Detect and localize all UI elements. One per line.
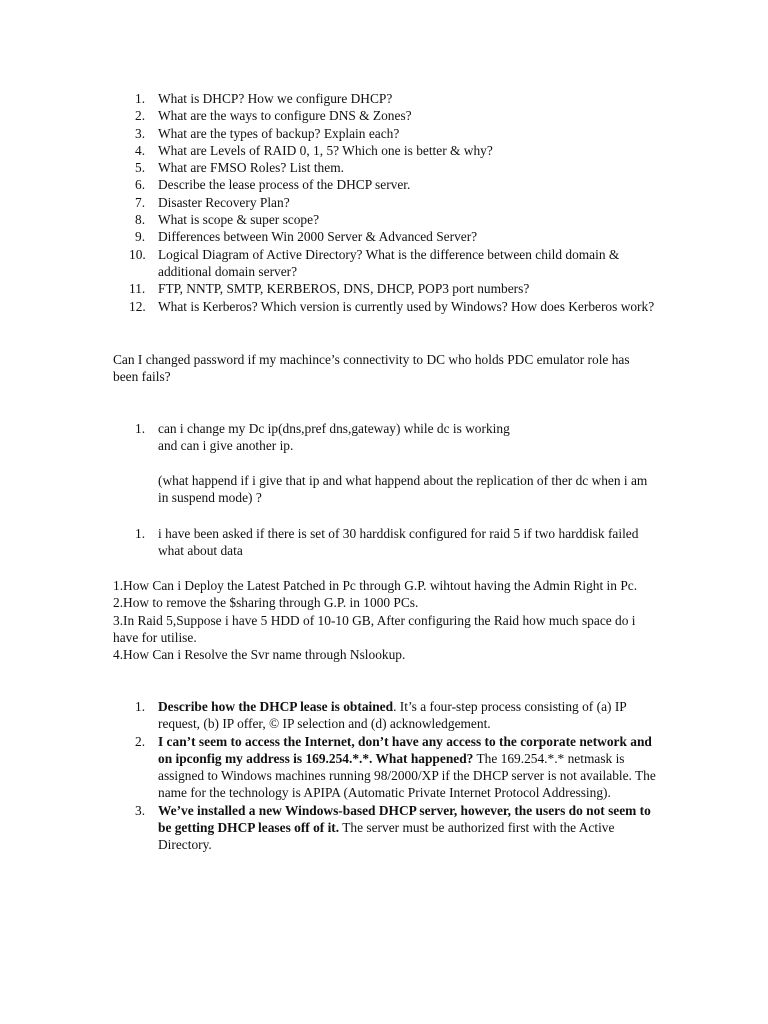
question-line: can i change my Dc ip(dns,pref dns,gateway) while dc is working	[158, 421, 510, 436]
list-item	[113, 280, 658, 297]
list-number: 5.	[135, 160, 146, 176]
question-line: 1.How Can i Deploy the Latest Patched in Pc through G.P. wihtout having the Admin Right in Pc.	[113, 578, 638, 593]
list-item-text: Logical Diagram of Active Directory? What is the difference between child domain & additional domain server?	[158, 246, 620, 279]
list-item	[113, 698, 658, 733]
answer-question: Describe how the DHCP lease is obtained	[158, 699, 394, 714]
question-text: i have been asked if there is set of 30 harddisk configured for raid 5 if two harddisk failed what about data	[158, 526, 639, 559]
list-number: 12.	[129, 298, 146, 314]
list-number: 9.	[135, 229, 146, 245]
list-number: 3.	[135, 125, 146, 141]
list-item	[113, 125, 658, 142]
list-item	[113, 420, 658, 506]
answer-question: I can’t seem to access the Internet, don’t have any access to the corporate network and on ipconfig my address is 169.254.*.*. What happened?	[158, 733, 652, 766]
list-item-text: What is Kerberos? Which version is currently used by Windows? How does Kerberos work?	[158, 298, 655, 314]
list-number: 1.	[135, 91, 146, 106]
dhcp-answers-list	[113, 698, 658, 854]
list-item	[113, 733, 658, 802]
list-number: 2.	[135, 733, 146, 749]
answer-question: We’ve installed a new Windows-based DHCP server, however, the users do not seem to be getting DHCP leases off of it.	[158, 802, 651, 836]
question-line: (what happend if i give that ip and what happend about the replication of ther dc when i am in suspend mode) ?	[158, 472, 648, 505]
list-item	[113, 142, 658, 159]
list-number: 4.	[135, 142, 146, 158]
list-item-text: What is DHCP? How we configure DHCP?	[158, 91, 393, 106]
list-item-text: What is scope & super scope?	[158, 212, 320, 228]
list-item-text: FTP, NNTP, SMTP, KERBEROS, DNS, DHCP, POP3 port numbers?	[158, 281, 530, 297]
list-item-text: What are the types of backup? Explain each?	[158, 125, 400, 141]
list-item	[113, 298, 658, 315]
paragraph-text: Can I changed password if my machince’s connectivity to DC who holds PDC emulator role has been fails?	[113, 352, 630, 385]
answer-text: The 169.254.*.* netmask is assigned to Windows machines running 98/2000/XP if the DHCP server is not available. The name for the technology is APIPA (Automatic Private Internet Protocol Addressing).	[158, 750, 656, 801]
interview-questions-list	[113, 90, 658, 315]
list-number: 1.	[135, 526, 146, 541]
dc-ip-question	[113, 420, 658, 506]
answer-text: The server must be authorized first with the Active Directory.	[158, 820, 615, 853]
list-item	[113, 90, 658, 107]
question-line: 4.How Can i Resolve the Svr name through Nslookup.	[113, 647, 406, 663]
list-item	[113, 228, 658, 245]
question-line: and can i give another ip.	[158, 438, 294, 454]
list-item	[113, 176, 658, 193]
list-item-text: Disaster Recovery Plan?	[158, 194, 290, 210]
list-item	[113, 107, 658, 124]
list-number: 10.	[129, 246, 146, 262]
raid-question	[113, 525, 658, 560]
list-item-text: Describe the lease process of the DHCP server.	[158, 177, 411, 193]
list-item	[113, 246, 658, 281]
list-item-text: Differences between Win 2000 Server & Advanced Server?	[158, 229, 478, 245]
list-item	[113, 802, 658, 854]
list-number: 1.	[135, 421, 146, 436]
list-item-text: What are FMSO Roles? List them.	[158, 160, 344, 176]
list-item-text: What are Levels of RAID 0, 1, 5? Which one is better & why?	[158, 142, 493, 158]
list-number: 8.	[135, 212, 146, 228]
list-number: 7.	[135, 194, 146, 210]
list-number: 6.	[135, 177, 146, 193]
password-question-paragraph	[113, 351, 658, 386]
list-number: 2.	[135, 108, 146, 124]
list-item	[113, 525, 658, 560]
list-item	[113, 194, 658, 211]
list-number: 11.	[129, 281, 146, 297]
question-line: 3.In Raid 5,Suppose i have 5 HDD of 10-10 GB, After configuring the Raid how much space do i have for utilise.	[113, 612, 636, 645]
list-number: 1.	[135, 699, 146, 714]
list-item	[113, 211, 658, 228]
list-item	[113, 159, 658, 176]
list-number: 3.	[135, 802, 146, 818]
answer-text: . It’s a four-step process consisting of (a) IP request, (b) IP offer, © IP selection and (d) acknowledgement.	[158, 699, 627, 732]
question-line: 2.How to remove the $sharing through G.P. in 1000 PCs.	[113, 595, 419, 611]
list-item-text: What are the ways to configure DNS & Zones?	[158, 108, 412, 124]
group-policy-questions	[113, 577, 658, 663]
